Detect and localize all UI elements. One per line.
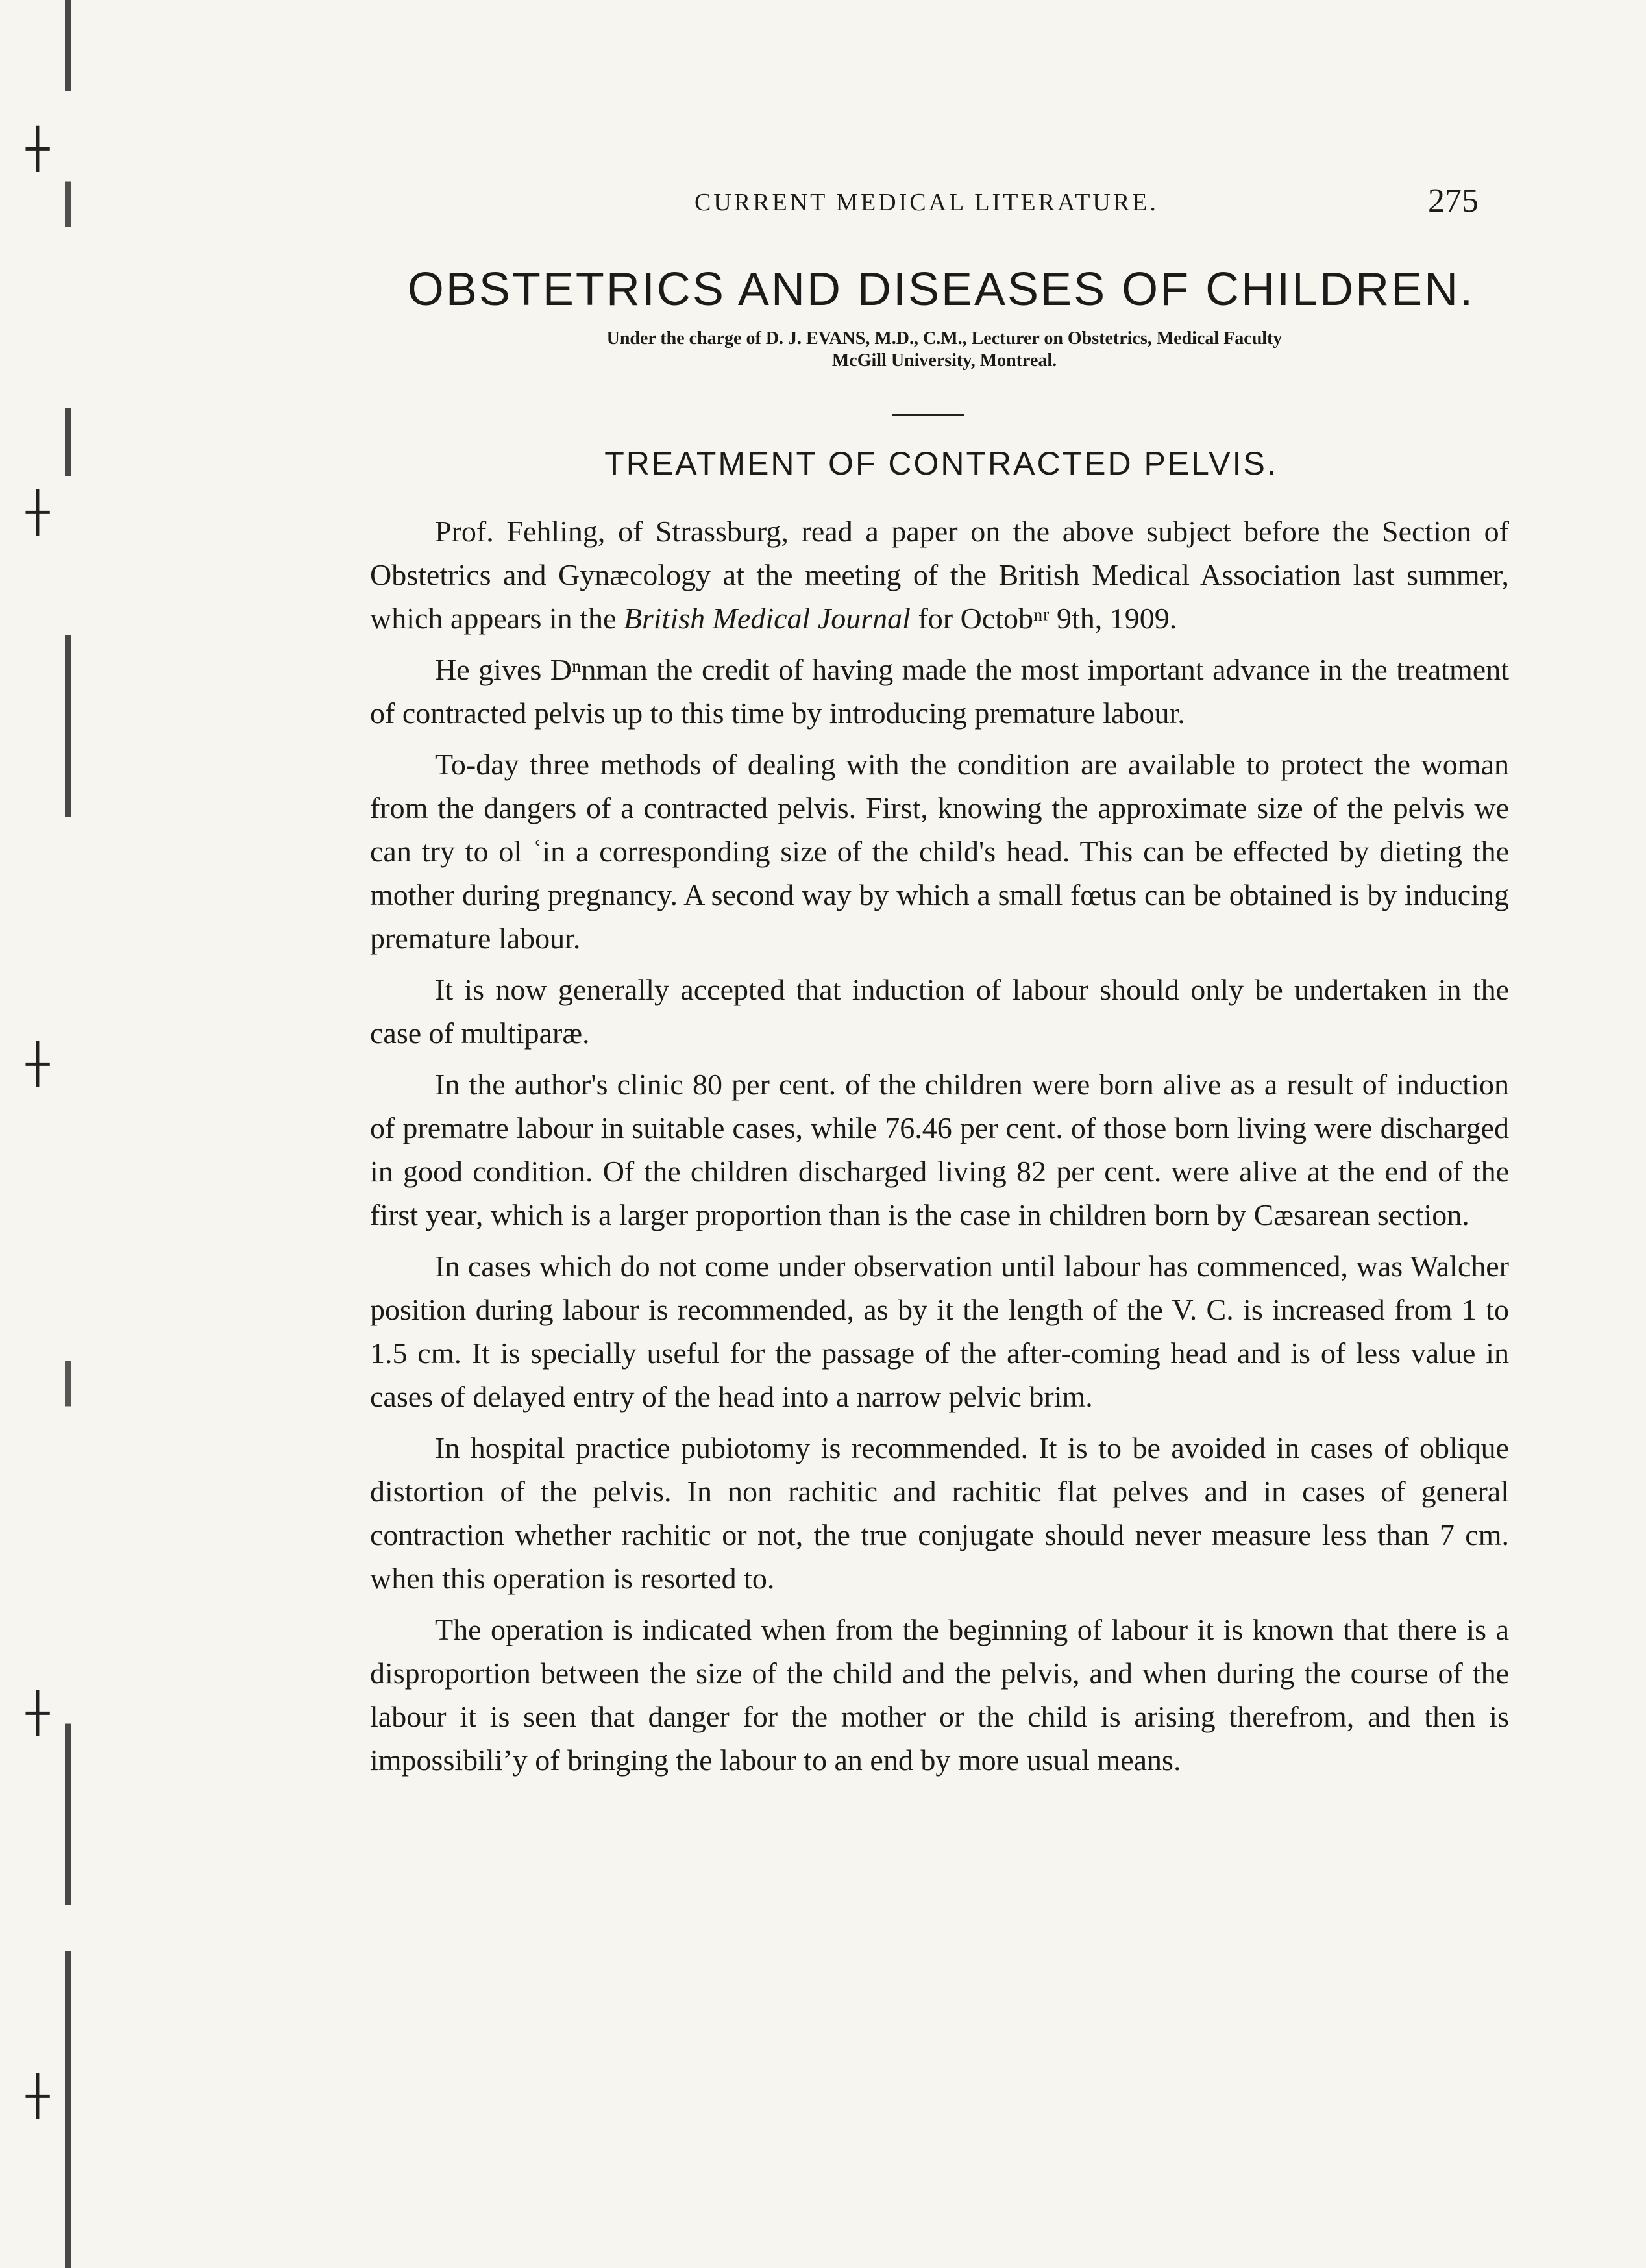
paragraph: In hospital practice pubiotomy is recommended. It is to be avoided in cases of oblique distortion of the pelvis. In non rachitic and rachitic flat pelves and in cases of general contraction whether rachitic or not, the true conjugate should never measure less than 7 cm. when this operation is resorted to. [370, 1431, 1509, 1595]
page-number: 275 [1428, 182, 1479, 219]
journal-title: British Medical Journal [623, 602, 911, 635]
paragraph: He gives Dⁿnman the credit of having made the most important advance in the treatment of contracted pelvis up to this time by introducing premature labour. [370, 653, 1509, 730]
paragraph: To-day three methods of dealing with the condition are available to protect the woman from the dangers of a contracted pelvis. First, knowing the approximate size of the pelvis we can try to ol ʿin a corresponding size of the child's head. This can be effected by dieting the mother during pregnancy. A second way by which a small fœtus can be obtained is by inducing premature labour. [370, 748, 1509, 955]
binding-mark-icon: ┼ [26, 127, 50, 172]
byline [386, 328, 1503, 372]
binding-edge [65, 0, 71, 2268]
section-title: OBSTETRICS AND DISEASES OF CHILDREN. [407, 264, 1475, 315]
binding-mark-icon: ┼ [26, 2074, 50, 2119]
paragraph: In cases which do not come under observation until labour has commenced, was Walcher position during labour is recommended, as by it the length of the V. C. is increased from 1 to 1.5 cm. It is specially useful for the passage of the after-coming head and is of less value in cases of delayed entry of the head into a narrow pelvic brim. [370, 1250, 1509, 1413]
binding-margin [0, 0, 169, 2268]
binding-mark-icon: ┼ [26, 1691, 50, 1736]
paragraph: The operation is indicated when from the beginning of labour it is known that there is a disproportion between the size of the child and the pelvis, and when during the course of the labour it is seen that danger for the mother or the child is arising therefrom, and then is impossibiliʼy of bringing the labour to an end by more usual means. [370, 1613, 1509, 1777]
binding-mark-icon: ┼ [26, 490, 50, 536]
byline-line-2: McGill University, Montreal. [831, 351, 1057, 371]
paragraph: Prof. Fehling, of Strassburg, read a paper on the above subject before the Section of Obstetrics and Gynæcology at the meeting of the British Medical Association last summer, which appears in the British Medical Journal for Octobⁿʳ 9th, 1909. [370, 515, 1509, 635]
running-head: CURRENT MEDICAL LITERATURE. [694, 189, 1159, 216]
binding-mark-icon: ┼ [26, 1042, 50, 1087]
article-body [370, 510, 1509, 1790]
divider [892, 414, 964, 416]
article-title: TREATMENT OF CONTRACTED PELVIS. [604, 445, 1278, 482]
byline-line-1: Under the charge of D. J. EVANS, M.D., C.M., Lecturer on Obstetrics, Medical Faculty [606, 328, 1283, 349]
paragraph: In the author's clinic 80 per cent. of the children were born alive as a result of induction of prematre labour in suitable cases, while 76.46 per cent. of those born living were discharged in good condition. Of the children discharged living 82 per cent. were alive at the end of the first year, which is a larger proportion than is the case in children born by Cæsarean section. [370, 1068, 1509, 1231]
paragraph: It is now generally accepted that induction of labour should only be undertaken in the case of multiparæ. [370, 973, 1509, 1050]
